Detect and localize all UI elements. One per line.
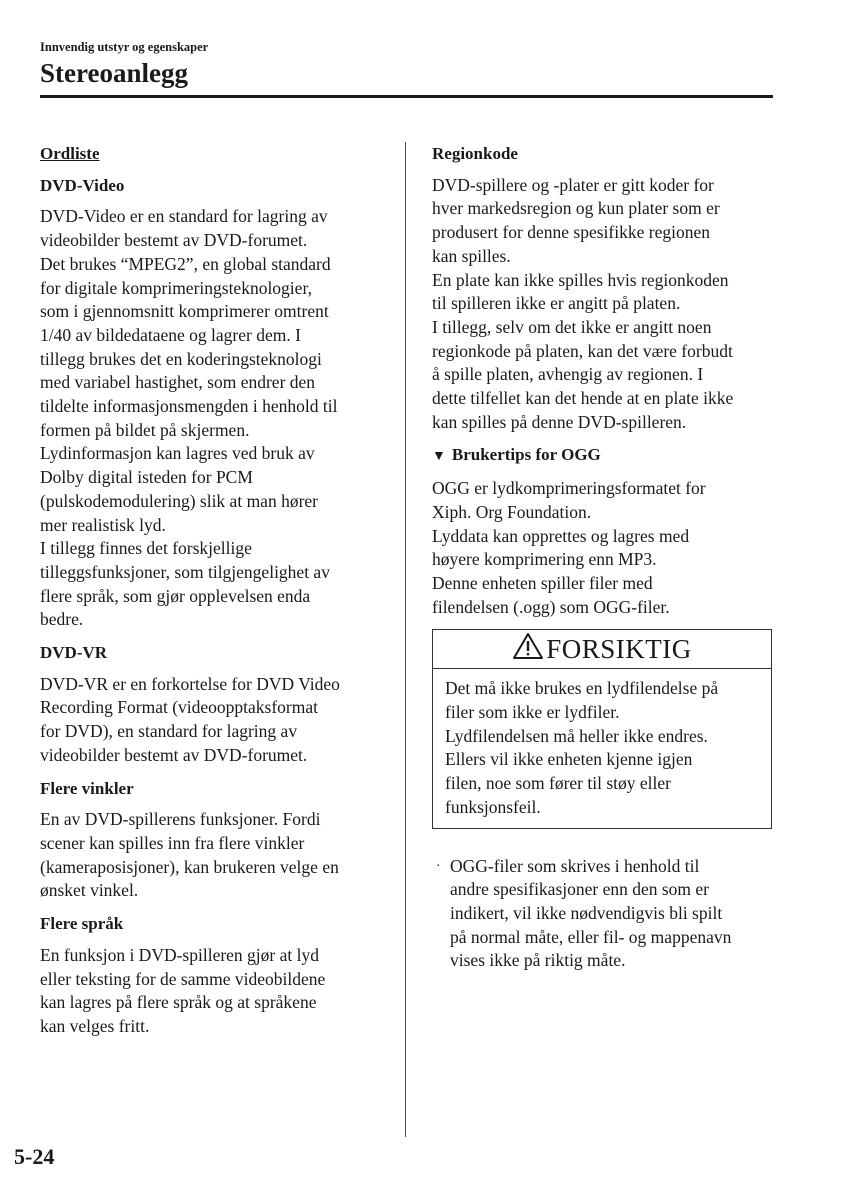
text-line: kan spilles på denne DVD-spilleren.	[432, 411, 687, 432]
text-line: tildelte informasjonsmengden i henhold til	[40, 396, 338, 417]
text-line: filen, noe som fører til støy eller	[445, 773, 671, 794]
text-line: funksjonsfeil.	[445, 796, 541, 817]
text-line: hver markedsregion og kun plater som er	[432, 198, 720, 219]
text-line: Lydinformasjon kan lagres ved bruk av	[40, 443, 315, 464]
text-line: ønsket vinkel.	[40, 880, 139, 901]
column-divider	[405, 142, 406, 1137]
dvd-vr-heading: DVD-VR	[40, 643, 108, 663]
text-line: å spille platen, avhengig av regionen. I	[432, 364, 704, 385]
text-line: Det må ikke brukes en lydfilendelse på	[445, 678, 719, 699]
multi-language-heading: Flere språk	[40, 914, 124, 934]
caution-text	[433, 669, 771, 827]
caution-header	[433, 630, 771, 669]
text-line: 1/40 av bildedataene og lagrer dem. I	[40, 324, 301, 345]
text-line: scener kan spilles inn fra flere vinkler	[40, 832, 305, 853]
text-line: tillegg brukes det en koderingsteknologi	[40, 348, 322, 369]
text-line: (pulskodemodulering) slik at man hører	[40, 490, 318, 511]
text-line: regionkode på platen, kan det være forbudt	[432, 340, 733, 361]
text-line: indikert, vil ikke nødvendigvis bli spilt	[450, 902, 723, 923]
text-line: filer som ikke er lydfiler.	[445, 702, 620, 723]
triangle-marker-icon: ▼	[432, 449, 446, 465]
multi-language-text	[40, 944, 390, 1039]
text-line: DVD-VR er en forkortelse for DVD Video	[40, 673, 340, 694]
text-line: Lydfilendelsen må heller ikke endres.	[445, 725, 708, 746]
text-line: vises ikke på riktig måte.	[450, 950, 626, 971]
text-line: på normal måte, eller fil- og mappenavn	[450, 926, 732, 947]
left-column	[40, 142, 390, 1048]
text-line: Denne enheten spiller filer med	[432, 572, 653, 593]
text-line: flere språk, som gjør opplevelsen enda	[40, 585, 311, 606]
dvd-video-text	[40, 205, 390, 632]
text-line: videobilder bestemt av DVD-forumet.	[40, 230, 308, 251]
ogg-tips-heading-text: Brukertips for OGG	[451, 445, 601, 465]
text-line: kan velges fritt.	[40, 1015, 150, 1036]
text-line: OGG er lydkomprimeringsformatet for	[432, 478, 706, 499]
text-line: (kameraposisjoner), kan brukeren velge en	[40, 856, 339, 877]
section-label: Innvendig utstyr og egenskaper	[40, 40, 209, 54]
text-line: høyere komprimering enn MP3.	[432, 549, 657, 570]
dvd-vr-text	[40, 673, 390, 768]
text-line: kan lagres på flere språk og at språkene	[40, 992, 317, 1013]
ogg-tips-text	[432, 477, 777, 619]
page-title: Stereoanlegg	[40, 58, 188, 88]
glossary-heading: Ordliste	[40, 144, 100, 163]
text-line: andre spesifikasjoner enn den som er	[450, 879, 710, 900]
text-line: filendelsen (.ogg) som OGG-filer.	[432, 596, 670, 617]
ogg-note-text	[450, 855, 731, 974]
text-line: Lyddata kan opprettes og lagres med	[432, 525, 690, 546]
ogg-tips-heading	[432, 443, 777, 469]
text-line: kan spilles.	[432, 245, 511, 266]
region-code-heading: Regionkode	[432, 144, 518, 163]
text-line: En funksjon i DVD-spilleren gjør at lyd	[40, 944, 319, 965]
text-line: for digitale komprimeringsteknologier,	[40, 277, 312, 298]
dvd-video-heading: DVD-Video	[40, 175, 125, 195]
bullet-icon: ·	[436, 858, 441, 874]
text-line: Recording Format (videoopptaksformat	[40, 697, 318, 718]
text-line: Ellers vil ikke enheten kjenne igjen	[445, 749, 693, 770]
text-line: som i gjennomsnitt komprimerer omtrent	[40, 301, 329, 322]
text-line: bedre.	[40, 609, 84, 630]
text-line: produsert for denne spesifikke regionen	[432, 222, 710, 243]
text-line: tilleggsfunksjoner, som tilgjengelighet av	[40, 561, 330, 582]
text-line: I tillegg, selv om det ikke er angitt noen	[432, 316, 712, 337]
text-line: med variabel hastighet, som endrer den	[40, 372, 316, 393]
right-column	[432, 142, 777, 973]
text-line: Det brukes “MPEG2”, en global standard	[40, 253, 331, 274]
text-line: formen på bildet på skjermen.	[40, 419, 250, 440]
text-line: Dolby digital isteden for PCM	[40, 467, 253, 488]
text-line: for DVD), en standard for lagring av	[40, 721, 298, 742]
page-number: 5-24	[14, 1144, 55, 1169]
text-line: OGG-filer som skrives i henhold til	[450, 855, 700, 876]
text-line: til spilleren ikke er angitt på platen.	[432, 293, 681, 314]
region-code-text	[432, 174, 777, 435]
multi-angle-heading: Flere vinkler	[40, 778, 134, 798]
ogg-note	[432, 855, 777, 974]
caution-title: FORSIKTIG	[546, 633, 692, 664]
text-line: mer realistisk lyd.	[40, 514, 166, 535]
text-line: DVD-spillere og -plater er gitt koder for	[432, 174, 714, 195]
text-line: En plate kan ikke spilles hvis regionkoden	[432, 269, 729, 290]
caution-box	[432, 629, 772, 828]
text-line: En av DVD-spillerens funksjoner. Fordi	[40, 809, 321, 830]
title-rule	[40, 95, 773, 98]
warning-triangle-icon	[512, 632, 544, 667]
text-line: Xiph. Org Foundation.	[432, 501, 592, 522]
text-line: videobilder bestemt av DVD-forumet.	[40, 744, 308, 765]
text-line: eller teksting for de samme videobildene	[40, 968, 326, 989]
text-line: I tillegg finnes det forskjellige	[40, 538, 252, 559]
text-line: dette tilfellet kan det hende at en plate ikke	[432, 388, 734, 409]
text-line: DVD-Video er en standard for lagring av	[40, 206, 328, 227]
multi-angle-text	[40, 808, 390, 903]
